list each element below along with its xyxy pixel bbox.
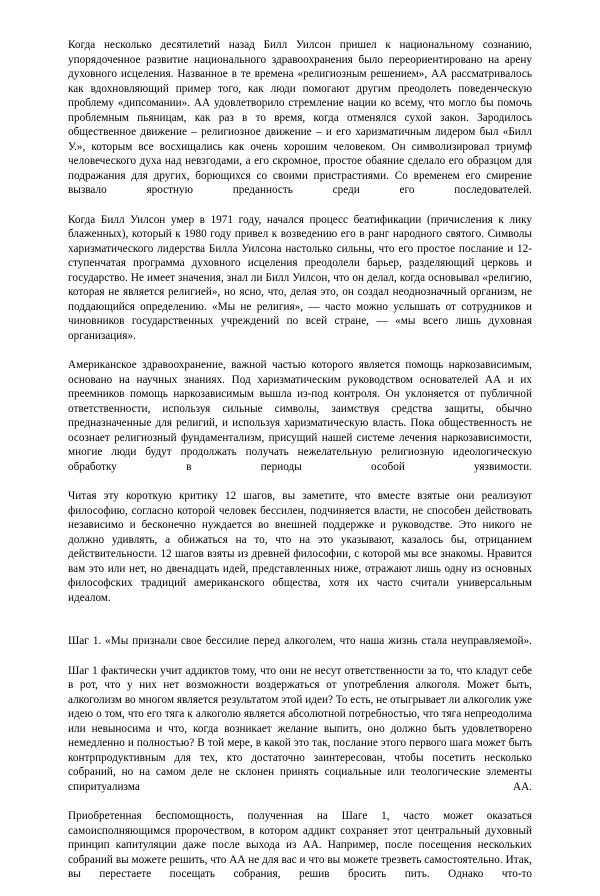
document-text-column — [68, 38, 532, 896]
paragraph: Читая эту короткую критику 12 шагов, вы заметите, что вместе взятые они реализуют философию, согласно которой человек бессилен, подчиняется власти, не способен действовать независимо и бесконечно нуждается во внешней поддержке и руководстве. Это никого не должно удивлять, а обижаться на то, что на это указывают, казалось бы, отрицанием действительности. 12 шагов взяты из древней философии, с которой мы все знакомы. Нравится вам это или нет, но двенадцать идей, представленных ниже, отражают лишь одну из основных философских традиций американского общества, хотя их часто считали универсальным идеалом. — [68, 489, 532, 604]
paragraph-step-1-heading: Шаг 1. «Мы признали свое бессилие перед алкоголем, что наша жизнь стала неуправляемой». — [68, 635, 532, 648]
paragraph: Приобретенная беспомощность, полученная на Шаге 1, часто может оказаться самоисполняющимся пророчеством, в котором аддикт сохраняет этот центральный духовный принцип капитуляции даже после выхода из АА. Например, после посещения нескольких собраний вы можете решить, что АА не для вас и что вы можете трезветь самостоятельно. Итак, вы перестаете посещать собрания, решив бросить пить. Однако что-то — [68, 809, 532, 881]
paragraph: Когда Билл Уилсон умер в 1971 году, начался процесс беатификации (причисления к лику блаженных), который к 1980 году привел к возведению его в ранг народного святого. Символы харизматического лидерства Билла Уилсона настолько сильны, что его простое послание и 12-ступенчатая программа духовного исцеления преодолели барьер, разделяющий церковь и государство. Не имеет значения, знал ли Билл Уилсон, что он делал, когда основывал «религию, которая не является религией», но ясно, что, делая это, он создал неоднозначный организм, не поддающийся определению. «Мы не религия», — часто можно услышать от сотрудников и чиновников государственных учреждений по всей стране, — «мы всего лишь духовная организация». — [68, 213, 532, 342]
paragraph: Когда несколько десятилетий назад Билл Уилсон пришел к национальному сознанию, упорядоченное развитие национального здравоохранения было переориентировано на арену духовного исцеления. Названное в те времена «религиозным решением», АА рассматривалось как вдохновляющий пример того, как люди помогают другим преодолеть поведенческую проблему «дипсомании». АА удовлетворило стремление нации ко всему, что могло бы помочь проблемным пьяницам, как раз в то время, когда отменялся сухой закон. Зародилось общественное движение – религиозное движение – и его харизматичным лидером был «Билл У.», которым все восхищались как очень хорошим человеком. Он символизировал триумф человеческого духа над невзгодами, а его скромное, простое обаяние сделало его образцом для подражания для других, борющихся со своими пристрастиями. Со временем его смирение вызвало яростную преданность среди его последователей. — [68, 39, 532, 197]
paragraph: Американское здравоохранение, важной частью которого является помощь наркозависимым, основано на научных знаниях. Под харизматическим руководством основателей АА и их преемников помощь наркозависимым вышла из-под контроля. Он уклоняется от публичной ответственности, используя сильные символы, заимствуя средства защиты, обычно предназначенные для религий, и используя харизматическую власть. Пока общественность не осознает религиозный фундаментализм, присущий нашей системе лечения наркозависимости, многие люди будут продолжать получать нежелательную религиозную идеологическую обработку в периоды особой уязвимости. — [68, 359, 532, 473]
paragraph: Шаг 1 фактически учит аддиктов тому, что они не несут ответственности за то, что кладут себе в рот, что у них нет возможности воздержаться от употребления алкоголя. Может быть, алкоголизм во многом является результатом этой идеи? То есть, не отыгрывает ли алкоголик уже идею о том, что его тяга к алкоголю является абсолютной потребностью, что тяга непреодолима или невыносима и что, когда возникает желание выпить, оно должно быть удовлетворено немедленно и полностью? В той мере, в какой это так, послание этого первого шага может быть контрпродуктивным для тех, кто достаточно заинтересован, чтобы посетить несколько собраний, но на самом деле не склонен принять социальные или теологические элементы спиритуализма АА. — [68, 664, 532, 793]
